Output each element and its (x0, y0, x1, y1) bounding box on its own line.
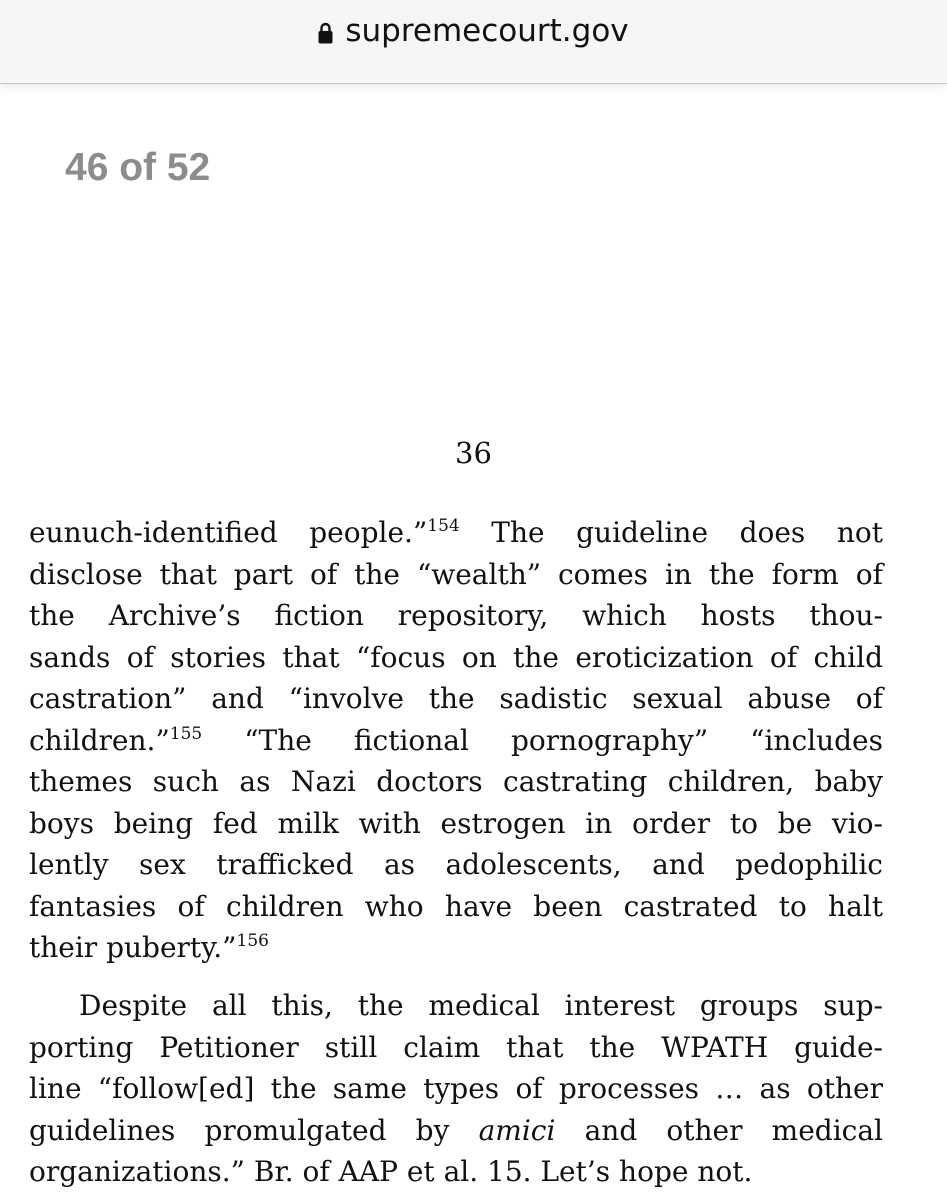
text-line: their puberty.”$^{156}$ (29, 931, 269, 964)
italic-amici: amici (478, 1113, 556, 1147)
paragraph-2 (29, 985, 883, 1193)
text-line: disclose that part of the “wealth” comes in the form of (29, 557, 883, 591)
text-line: children.”$^{155}$ “The fictional pornography” “includes (29, 723, 883, 757)
text-line: eunuch-identified people.”$^{154}$ The guideline does not (29, 516, 883, 549)
browser-address-bar[interactable] (0, 0, 947, 84)
text-line: themes such as Nazi doctors castrating children, baby (29, 765, 883, 798)
text-line: fantasies of children who have been castrated to halt (29, 889, 883, 923)
text-line: porting Petitioner still claim that the WPATH guide- (29, 1030, 883, 1064)
text-line: line “follow[ed] the same types of processes … as other (29, 1072, 883, 1105)
document-page-number: 36 (455, 436, 492, 470)
text-line: castration” and “involve the sadistic sexual abuse of (29, 682, 883, 715)
url-text: supremecourt.gov (345, 13, 629, 49)
text-line: guidelines promulgated by amici and other medical (29, 1113, 883, 1147)
text-line: Despite all this, the medical interest groups sup- (79, 989, 883, 1022)
url-display[interactable] (0, 11, 947, 51)
text-line: the Archive’s fiction repository, which hosts thou- (29, 599, 883, 632)
footnote-ref-154[interactable]: 154 (427, 516, 460, 536)
text-line: sands of stories that “focus on the eroticization of child (29, 640, 883, 674)
lock-icon (318, 22, 333, 44)
footnote-ref-156[interactable]: 156 (236, 931, 269, 951)
text-line: lently sex trafficked as adolescents, and pedophilic (29, 848, 883, 881)
text-line: organizations.” Br. of AAP et al. 15. Let’s hope not. (29, 1155, 753, 1188)
paragraph-1 (29, 512, 883, 969)
text-line: boys being fed milk with estrogen in order to be vio- (29, 806, 883, 840)
page-counter: 46 of 52 (65, 146, 211, 189)
footnote-ref-155[interactable]: 155 (169, 723, 203, 744)
